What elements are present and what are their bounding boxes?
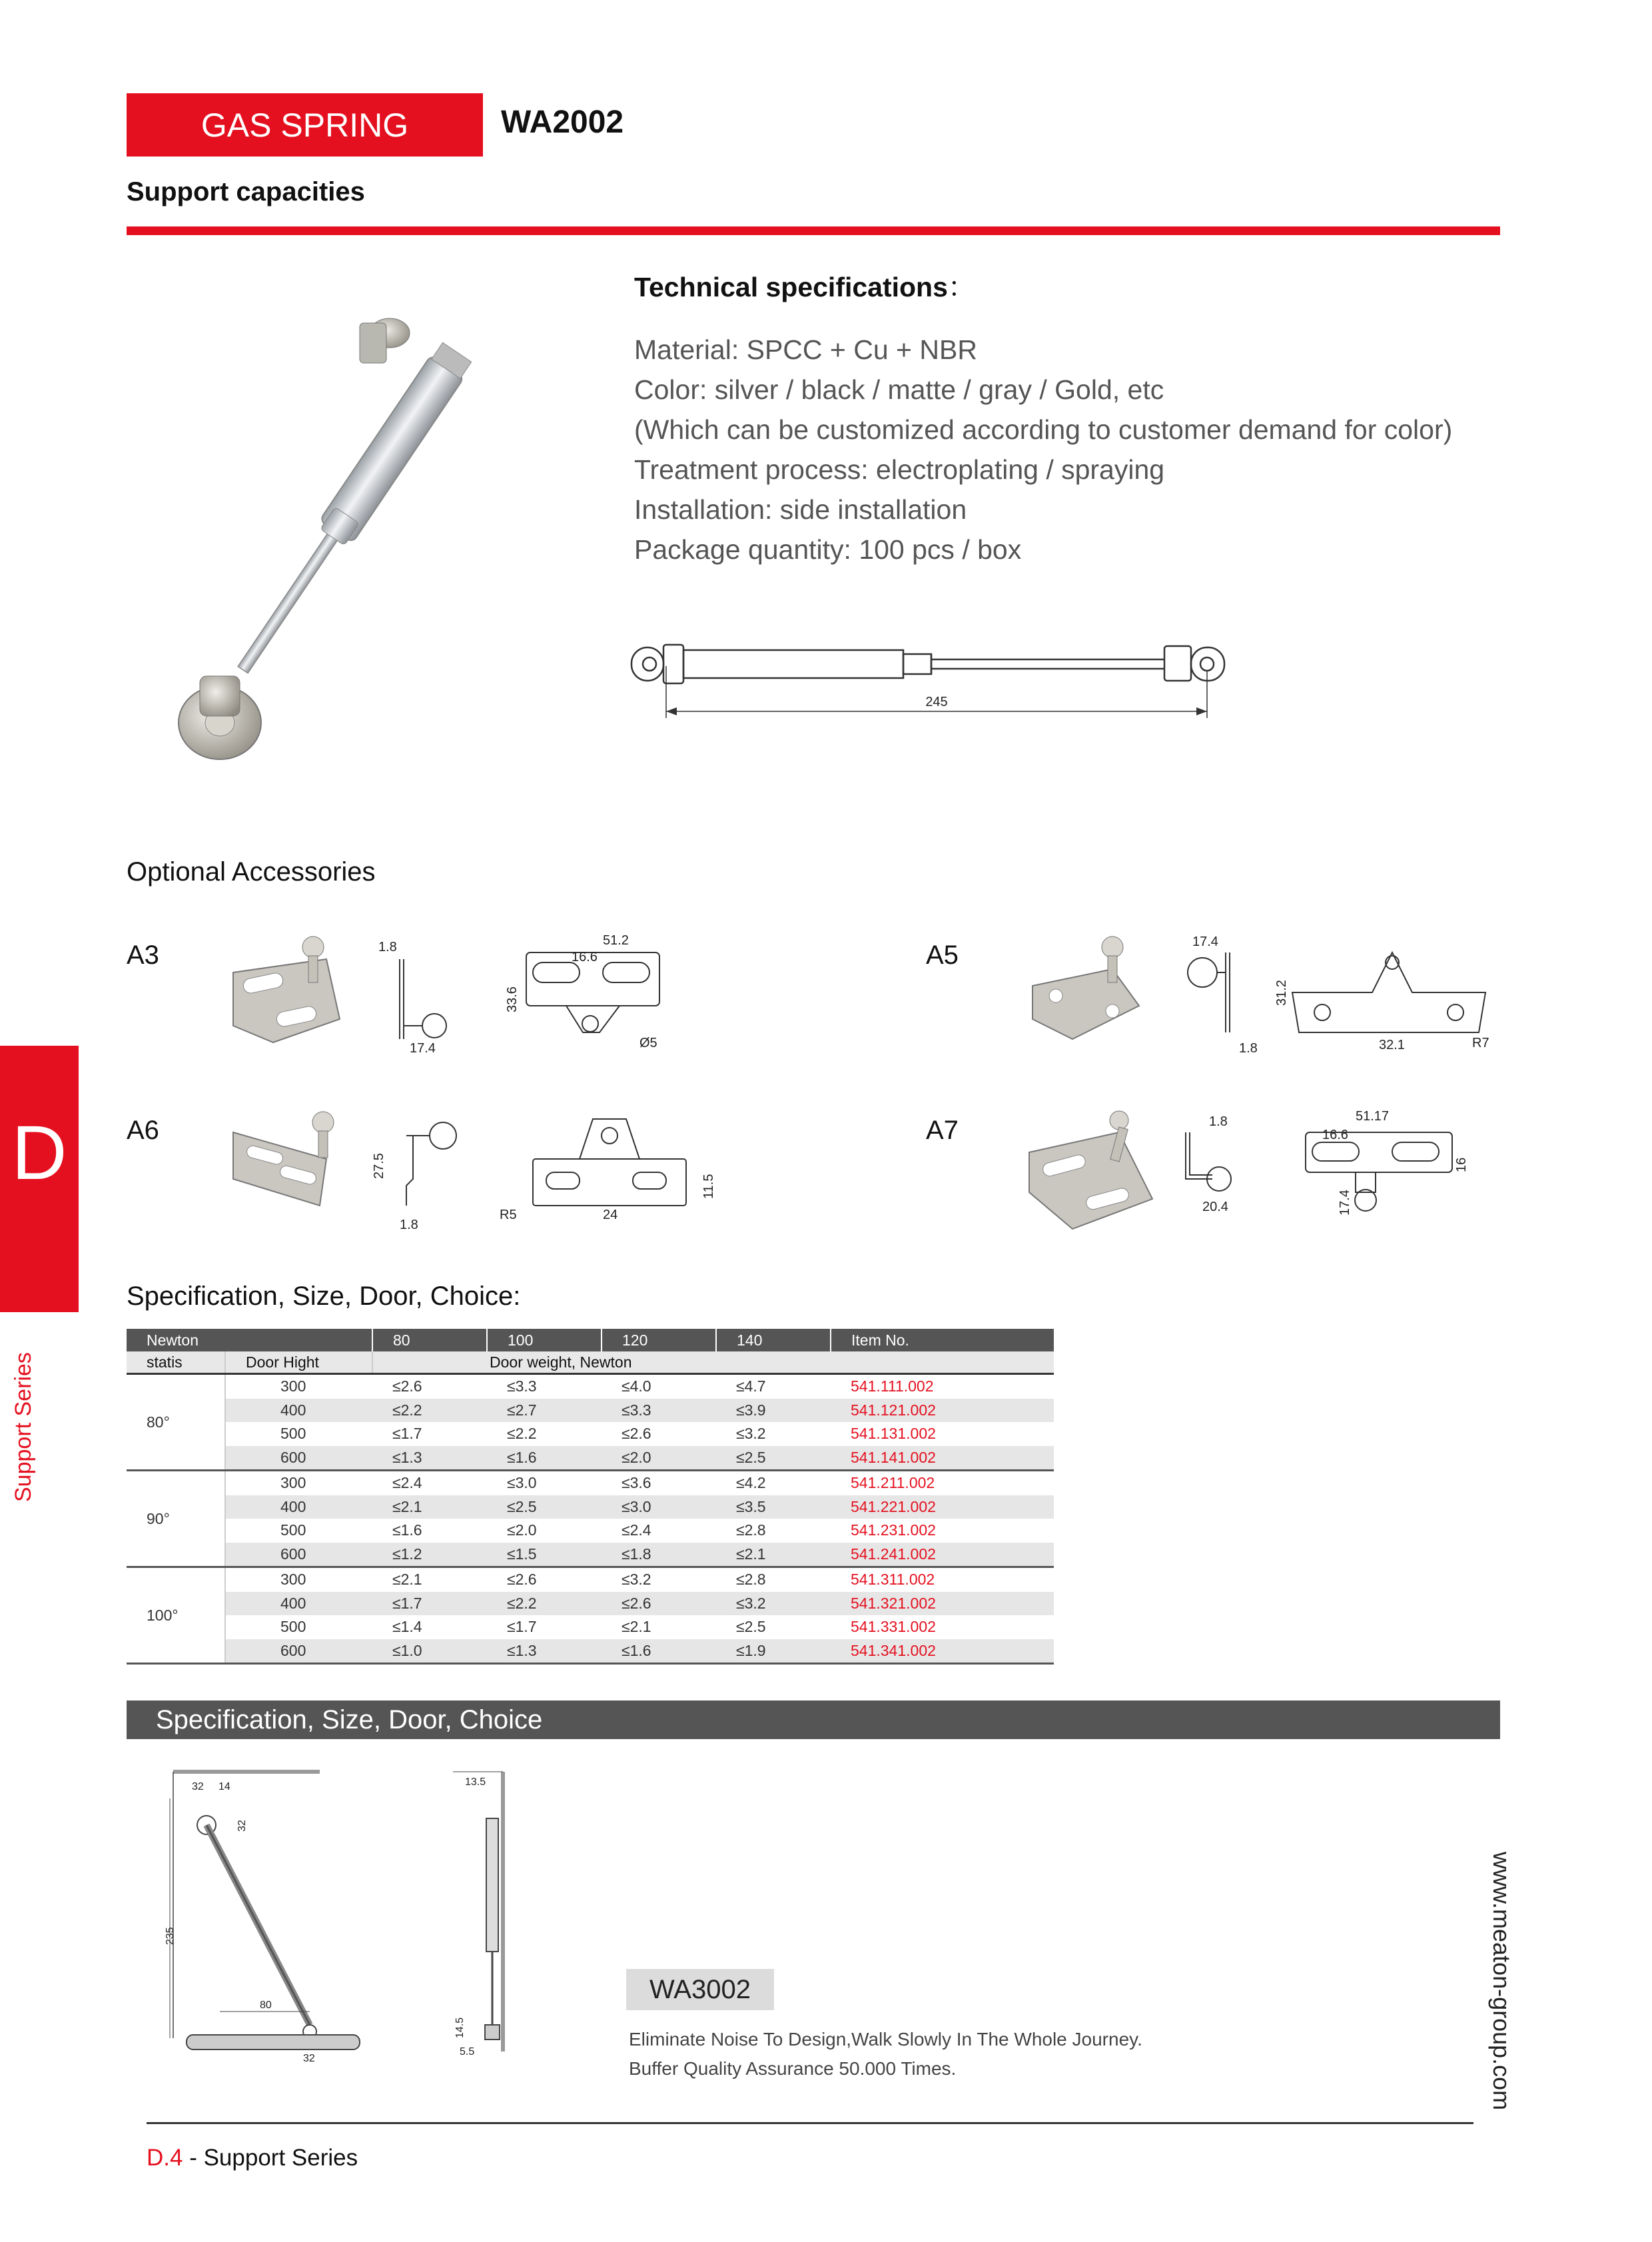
table-cell: ≤2.2 xyxy=(487,1592,602,1616)
table-cell: ≤3.2 xyxy=(716,1592,831,1616)
a5-dim: 17.4 xyxy=(1192,934,1218,949)
a5-dim: R7 xyxy=(1472,1036,1489,1050)
table-cell: ≤3.2 xyxy=(736,1425,766,1443)
table-cell: ≤2.1 xyxy=(372,1495,487,1519)
spec-title-text: Technical specifications xyxy=(634,272,948,302)
spec-line: Treatment process: electroplating / spraying xyxy=(634,454,1165,485)
install-dim: 13.5 xyxy=(465,1776,486,1788)
table-subheader-cell: Door Hight xyxy=(225,1351,372,1374)
table-cell: ≤1.2 xyxy=(372,1543,487,1567)
table-cell: ≤3.2 xyxy=(621,1571,651,1589)
accessory-label-a3: A3 xyxy=(127,940,159,970)
table-cell: 500 xyxy=(225,1519,372,1543)
table-cell: ≤1.6 xyxy=(392,1521,422,1539)
item-number-cell: 541.221.002 xyxy=(831,1495,1054,1519)
table-header-cell: 80 xyxy=(372,1329,487,1351)
table-cell: ≤3.0 xyxy=(507,1474,537,1492)
table-header-cell xyxy=(225,1329,372,1351)
table-row xyxy=(127,1374,1054,1399)
a7-dim: 17.4 xyxy=(1338,1190,1352,1216)
a6-dim: 1.8 xyxy=(400,1218,418,1232)
table-cell: ≤4.2 xyxy=(736,1474,766,1492)
table-cell: 300 xyxy=(225,1374,372,1399)
header-divider xyxy=(127,226,1500,235)
item-number-cell: 541.141.002 xyxy=(831,1446,1054,1471)
table-header-cell: 140 xyxy=(716,1329,831,1351)
accessory-a5-drawing xyxy=(1019,933,1512,1066)
table-header-cell: Newton xyxy=(127,1329,225,1351)
a5-dim: 32.1 xyxy=(1379,1038,1405,1052)
accessory-a3-drawing xyxy=(220,933,713,1066)
item-number-cell: 541.211.002 xyxy=(851,1474,935,1492)
a7-dim: 20.4 xyxy=(1202,1200,1228,1214)
table-header-row xyxy=(127,1329,1054,1351)
a5-dim: 1.8 xyxy=(1239,1041,1258,1056)
spec-title xyxy=(634,265,975,304)
website-url[interactable]: www.meaton-group.com xyxy=(1488,1852,1515,2111)
wa3002-desc-line: Eliminate Noise To Design,Walk Slowly In The Whole Journey. xyxy=(629,2029,1142,2050)
install-dim: 32 xyxy=(236,1820,248,1832)
table-cell: ≤2.5 xyxy=(487,1495,602,1519)
section-letter: D xyxy=(11,1110,67,1196)
table-cell: 600 xyxy=(225,1446,372,1471)
accessory-label-a6: A6 xyxy=(127,1116,159,1145)
table-cell: ≤2.6 xyxy=(621,1425,651,1443)
table-cell: ≤2.8 xyxy=(736,1571,766,1589)
install-dim: 14 xyxy=(218,1781,230,1792)
accessory-label-a5: A5 xyxy=(926,940,959,970)
table-cell: ≤1.3 xyxy=(372,1446,487,1471)
table-cell: ≤3.0 xyxy=(602,1495,716,1519)
table-subheader-row xyxy=(127,1351,1054,1374)
item-number-cell: 541.111.002 xyxy=(851,1377,934,1395)
spec-line: (Which can be customized according to customer demand for color) xyxy=(634,414,1453,445)
table-cell: ≤1.6 xyxy=(602,1639,716,1664)
bottom-bracket xyxy=(179,676,261,759)
table-row xyxy=(127,1519,1054,1543)
table-cell: ≤2.2 xyxy=(507,1425,537,1443)
accessories-title: Optional Accessories xyxy=(127,857,376,887)
a6-dim: 24 xyxy=(603,1208,618,1222)
a3-dim: 17.4 xyxy=(410,1041,436,1056)
footer-sep: - xyxy=(183,2145,204,2171)
install-dim: 80 xyxy=(260,2000,272,2011)
table-cell: 400 xyxy=(225,1399,372,1423)
table-cell: ≤1.6 xyxy=(487,1446,602,1471)
table-row xyxy=(127,1495,1054,1519)
a3-dim: Ø5 xyxy=(639,1036,657,1050)
angle-cell: 80° xyxy=(127,1374,225,1471)
table-row xyxy=(127,1567,1054,1592)
a7-dim: 1.8 xyxy=(1209,1114,1228,1129)
a3-dim: 16.6 xyxy=(572,950,598,964)
table-header-cell: 100 xyxy=(487,1329,602,1351)
table-cell: 300 xyxy=(225,1471,372,1495)
table-row xyxy=(127,1543,1054,1567)
table-cell: ≤1.7 xyxy=(507,1618,537,1636)
wa3002-desc-line: Buffer Quality Assurance 50.000 Times. xyxy=(629,2058,957,2079)
table-cell: ≤1.8 xyxy=(602,1543,716,1567)
table-row xyxy=(127,1446,1054,1471)
table-cell: 600 xyxy=(225,1543,372,1567)
table-row xyxy=(127,1639,1054,1664)
spec-line: Package quantity: 100 pcs / box xyxy=(634,534,1022,565)
length-dim-label: 245 xyxy=(925,695,948,709)
table-cell: 300 xyxy=(225,1567,372,1592)
item-number-cell: 541.341.002 xyxy=(831,1639,1054,1664)
footer xyxy=(147,2145,358,2171)
top-bracket xyxy=(360,318,410,363)
table-cell: ≤2.1 xyxy=(716,1543,831,1567)
install-dim: 5.5 xyxy=(460,2046,475,2057)
table-cell: ≤1.3 xyxy=(487,1639,602,1664)
a3-dim: 1.8 xyxy=(378,940,397,954)
table-cell: ≤2.5 xyxy=(736,1618,766,1636)
table-row xyxy=(127,1422,1054,1446)
table-row xyxy=(127,1615,1054,1639)
item-number-cell: 541.311.002 xyxy=(851,1571,935,1589)
install-dim: 14.5 xyxy=(454,2017,466,2038)
table-cell: ≤1.9 xyxy=(716,1639,831,1664)
table-cell: ≤2.4 xyxy=(621,1521,651,1539)
table-row xyxy=(127,1399,1054,1423)
table-cell: ≤2.1 xyxy=(621,1618,651,1636)
table-cell: ≤2.0 xyxy=(507,1521,537,1539)
table-cell: ≤1.0 xyxy=(372,1639,487,1664)
table-cell: 500 xyxy=(225,1615,372,1639)
spec-line: Color: silver / black / matte / gray / Gold, etc xyxy=(634,374,1164,405)
item-number-cell: 541.321.002 xyxy=(831,1592,1054,1616)
table-subheader-cell: statis xyxy=(127,1351,225,1374)
table-cell: ≤3.3 xyxy=(507,1377,537,1395)
angle-cell: 100° xyxy=(127,1567,225,1664)
table-cell: ≤1.7 xyxy=(372,1592,487,1616)
table-header-cell: 120 xyxy=(602,1329,716,1351)
accessory-a6-drawing xyxy=(220,1106,716,1239)
page-number: D.4 xyxy=(147,2145,183,2171)
spec-table xyxy=(127,1329,1054,1665)
section-subtitle: Support capacities xyxy=(127,177,365,206)
install-dim: 32 xyxy=(192,1781,204,1792)
item-number-cell: 541.121.002 xyxy=(831,1399,1054,1423)
table-cell: ≤3.5 xyxy=(716,1495,831,1519)
table-row xyxy=(127,1592,1054,1616)
table-cell: ≤1.4 xyxy=(392,1618,422,1636)
table-title: Specification, Size, Door, Choice: xyxy=(127,1282,521,1311)
table-cell: 400 xyxy=(225,1495,372,1519)
table-cell: ≤4.0 xyxy=(621,1377,651,1395)
gas-spring-photo xyxy=(140,306,553,786)
table-cell: 400 xyxy=(225,1592,372,1616)
install-dim: 32 xyxy=(303,2053,315,2064)
table-cell: ≤2.6 xyxy=(392,1377,422,1395)
section-tab xyxy=(0,1046,79,1312)
table-cell: ≤3.3 xyxy=(602,1399,716,1423)
table-cell: 500 xyxy=(225,1422,372,1446)
spec-line: Material: SPCC + Cu + NBR xyxy=(634,334,977,365)
item-number-cell: 541.331.002 xyxy=(851,1618,936,1636)
category-tag: GAS SPRING xyxy=(127,93,483,157)
a5-photo xyxy=(1032,936,1139,1039)
spec-list xyxy=(634,330,1452,569)
install-diagram-right xyxy=(433,1758,526,2065)
install-dim: 235 xyxy=(165,1927,176,1945)
table-cell: ≤2.7 xyxy=(487,1399,602,1423)
table-cell: ≤2.2 xyxy=(372,1399,487,1423)
a7-dim: 51.17 xyxy=(1356,1109,1390,1124)
table-header-cell: Item No. xyxy=(831,1329,1054,1351)
a6-photo xyxy=(233,1112,334,1206)
spec-title-suffix: ： xyxy=(947,272,975,302)
table-cell: 600 xyxy=(225,1639,372,1664)
table-cell: ≤2.6 xyxy=(507,1571,537,1589)
table-cell: ≤2.0 xyxy=(602,1446,716,1471)
a7-dim: 16 xyxy=(1454,1157,1469,1172)
a5-dim: 31.2 xyxy=(1274,980,1289,1006)
spring-dimension-drawing xyxy=(626,639,1252,733)
footer-divider xyxy=(147,2122,1473,2124)
a6-dim: R5 xyxy=(500,1208,517,1222)
section-bar: Specification, Size, Door, Choice xyxy=(127,1700,1500,1739)
table-cell: ≤2.1 xyxy=(392,1571,422,1589)
a3-dim: 51.2 xyxy=(603,933,629,948)
a6-dim: 11.5 xyxy=(701,1174,716,1199)
model-title: WA2002 xyxy=(501,105,624,140)
table-row xyxy=(127,1471,1054,1495)
table-cell: ≤3.9 xyxy=(716,1399,831,1423)
table-cell: ≤4.7 xyxy=(736,1377,766,1395)
item-number-cell: 541.231.002 xyxy=(851,1521,936,1539)
item-number-cell: 541.131.002 xyxy=(851,1425,936,1443)
table-cell: ≤3.6 xyxy=(621,1474,651,1492)
angle-cell: 90° xyxy=(127,1471,225,1567)
a7-photo xyxy=(1029,1111,1152,1229)
a7-dim: 16.6 xyxy=(1322,1128,1348,1142)
spec-line: Installation: side installation xyxy=(634,494,967,525)
item-number-cell: 541.241.002 xyxy=(831,1543,1054,1567)
install-diagram-left xyxy=(160,1758,386,2065)
table-cell: ≤2.4 xyxy=(392,1474,422,1492)
a6-dim: 27.5 xyxy=(372,1153,386,1179)
a3-dim: 33.6 xyxy=(505,986,520,1012)
a3-photo xyxy=(233,936,340,1042)
table-cell: ≤1.5 xyxy=(487,1543,602,1567)
table-subheader-cell: Door weight, Newton xyxy=(372,1351,1054,1374)
table-cell: ≤2.5 xyxy=(716,1446,831,1471)
table-cell: ≤1.7 xyxy=(392,1425,422,1443)
table-cell: ≤2.6 xyxy=(602,1592,716,1616)
table-cell: ≤2.8 xyxy=(736,1521,766,1539)
wa3002-tag: WA3002 xyxy=(626,1969,774,2010)
side-series-label: Support Series xyxy=(11,1352,36,1502)
footer-label: Support Series xyxy=(203,2145,358,2171)
accessory-a7-drawing xyxy=(1019,1106,1512,1239)
accessory-label-a7: A7 xyxy=(926,1116,959,1145)
